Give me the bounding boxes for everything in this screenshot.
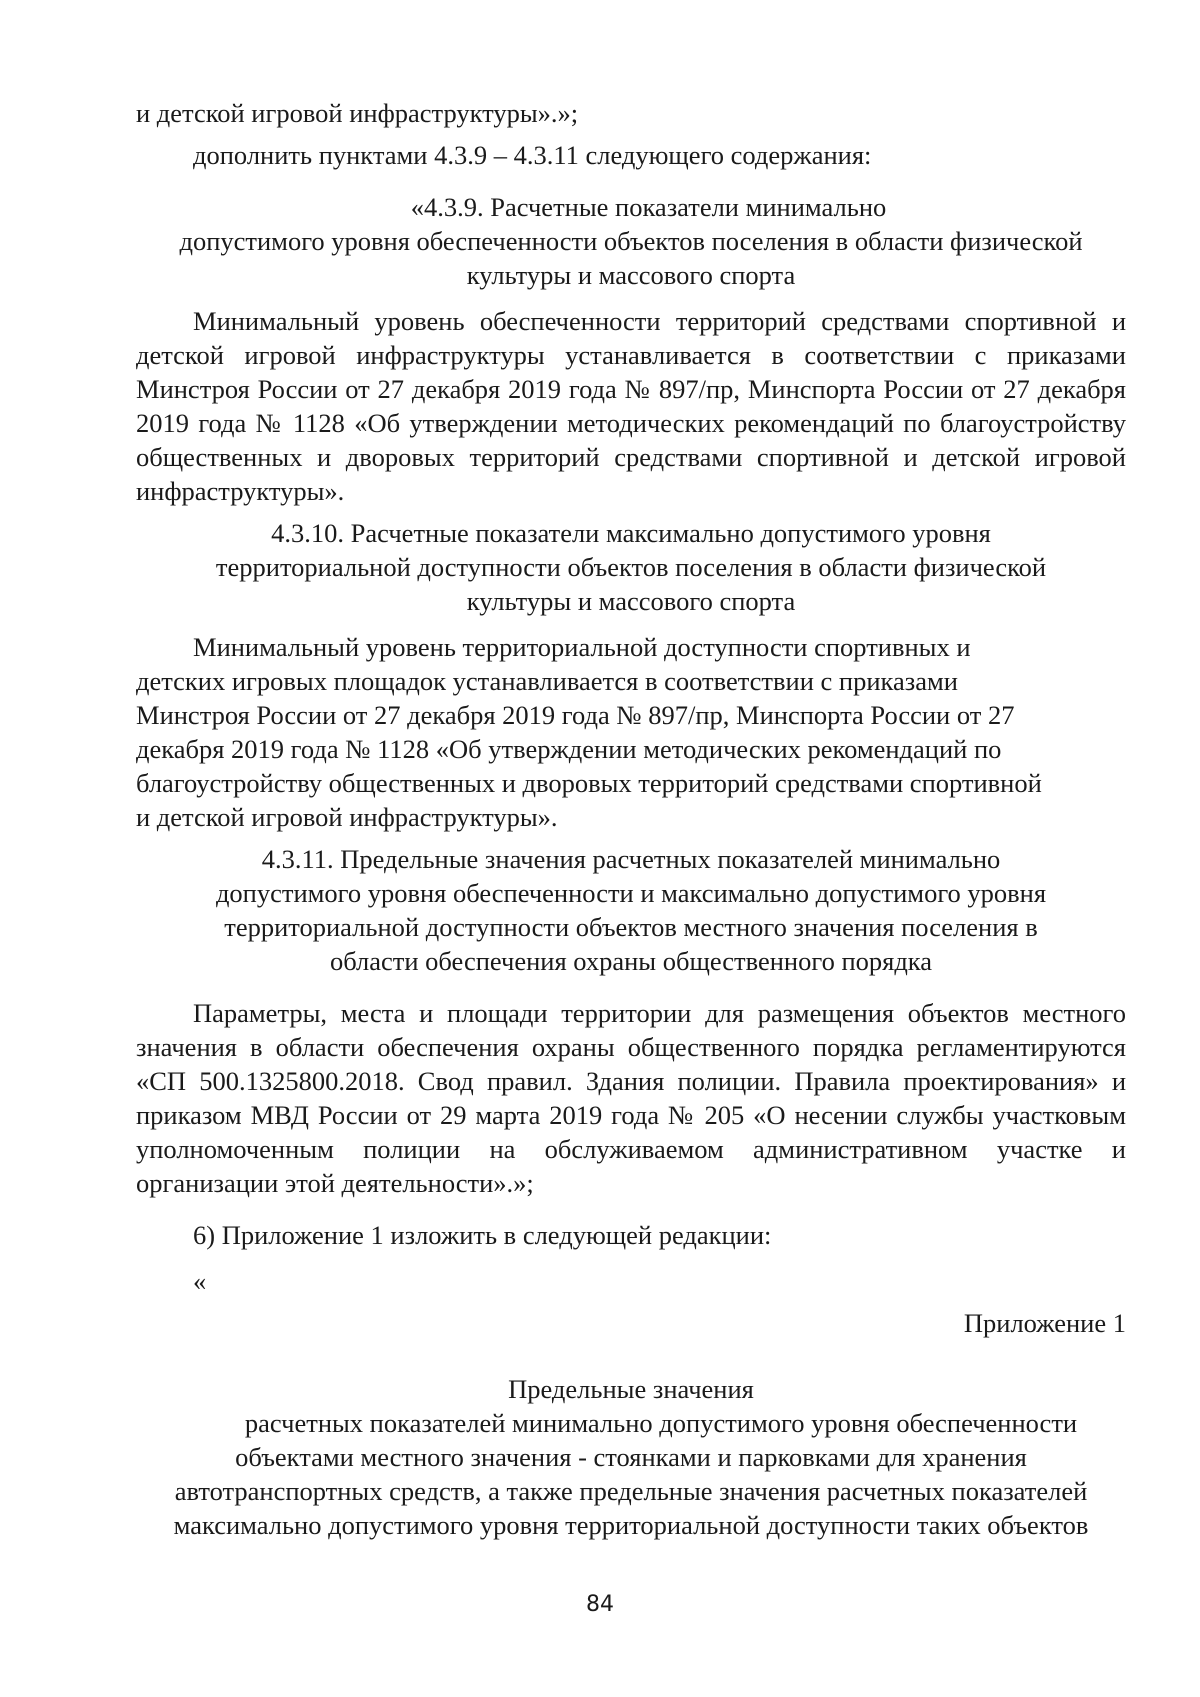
heading-4-3-9-cont xyxy=(136,224,1126,292)
paragraph-4-3-10 xyxy=(136,630,1126,834)
paragraph-4-3-10-line-3: Минстроя России от 27 декабря 2019 года № 897/пр, Минспорта России от 27 xyxy=(136,700,1015,730)
paragraph-continuation: и детской игровой инфраструктуры».»; xyxy=(136,98,579,128)
heading-4-3-11 xyxy=(136,842,1126,978)
appendix-title-line-2: расчетных показателей минимально допустимого уровня обеспеченности xyxy=(244,1408,1078,1438)
heading-4-3-9-line-2: допустимого уровня обеспеченности объектов поселения в области физической xyxy=(179,226,1083,256)
appendix-title-line-1: Предельные значения xyxy=(508,1374,754,1404)
paragraph-add-points: дополнить пунктами 4.3.9 – 4.3.11 следующего содержания: xyxy=(193,140,872,170)
paragraph-4-3-10-line-4: декабря 2019 года № 1128 «Об утверждении методических рекомендаций по xyxy=(136,734,1002,764)
heading-4-3-11-line-2: допустимого уровня обеспеченности и максимально допустимого уровня xyxy=(215,878,1047,908)
heading-4-3-10-line-3: культуры и массового спорта xyxy=(466,586,796,616)
appendix-label: Приложение 1 xyxy=(963,1308,1126,1338)
heading-4-3-9 xyxy=(136,190,1126,224)
paragraph-4-3-10-line-2: детских игровых площадок устанавливается в соответствии с приказами xyxy=(136,666,958,696)
quote-open-mark: « xyxy=(193,1266,207,1296)
document-page xyxy=(136,96,1126,1542)
appendix-title xyxy=(136,1372,1126,1542)
paragraph-4-3-11: Параметры, места и площади территории для размещения объектов местного значения в области обеспечения охраны общественного порядка регламентируются «СП 500.1325800.2018. Свод правил. Здания полиции. Правила проектирования» и приказом МВД России от 29 марта 2019 года № 205 «О несении службы участковым уполномоченным полиции на обслуживаемом административном участке и организации этой деятельности».»; xyxy=(136,998,1126,1198)
heading-4-3-10-line-2: территориальной доступности объектов поселения в области физической xyxy=(215,552,1047,582)
heading-4-3-10-line-1: 4.3.10. Расчетные показатели максимально допустимого уровня xyxy=(271,518,991,548)
heading-4-3-11-line-4: области обеспечения охраны общественного порядка xyxy=(329,946,933,976)
paragraph-item-6: 6) Приложение 1 изложить в следующей редакции: xyxy=(193,1220,772,1250)
appendix-title-line-4: автотранспортных средств, а также предельные значения расчетных показателей xyxy=(174,1476,1088,1506)
heading-4-3-9-line-3: культуры и массового спорта xyxy=(466,260,796,290)
paragraph-4-3-10-line-6: и детской игровой инфраструктуры». xyxy=(136,802,558,832)
paragraph-4-3-9: Минимальный уровень обеспеченности территорий средствами спортивной и детской игровой инфраструктуры устанавливается в соответствии с приказами Минстроя России от 27 декабря 2019 года № 897/пр, Минспорта России от 27 декабря 2019 года № 1128 «Об утверждении методических рекомендаций по благоустройству общественных и дворовых территорий средствами спортивной и детской игровой инфраструктуры». xyxy=(136,306,1126,506)
paragraph-4-3-10-line-5: благоустройству общественных и дворовых территорий средствами спортивной xyxy=(136,768,1042,798)
heading-4-3-11-line-3: территориальной доступности объектов местного значения поселения в xyxy=(224,912,1038,942)
heading-4-3-11-line-1: 4.3.11. Предельные значения расчетных показателей минимально xyxy=(261,844,1001,874)
heading-4-3-9-line-1: «4.3.9. Расчетные показатели минимально xyxy=(410,192,887,222)
page-number: 84 xyxy=(586,1592,614,1617)
heading-4-3-10 xyxy=(136,516,1126,618)
appendix-title-line-5: максимально допустимого уровня территориальной доступности таких объектов xyxy=(173,1510,1089,1540)
appendix-title-line-3: объектами местного значения - стоянками и парковками для хранения xyxy=(235,1442,1027,1472)
paragraph-4-3-10-line-1: Минимальный уровень территориальной доступности спортивных и xyxy=(193,632,971,662)
